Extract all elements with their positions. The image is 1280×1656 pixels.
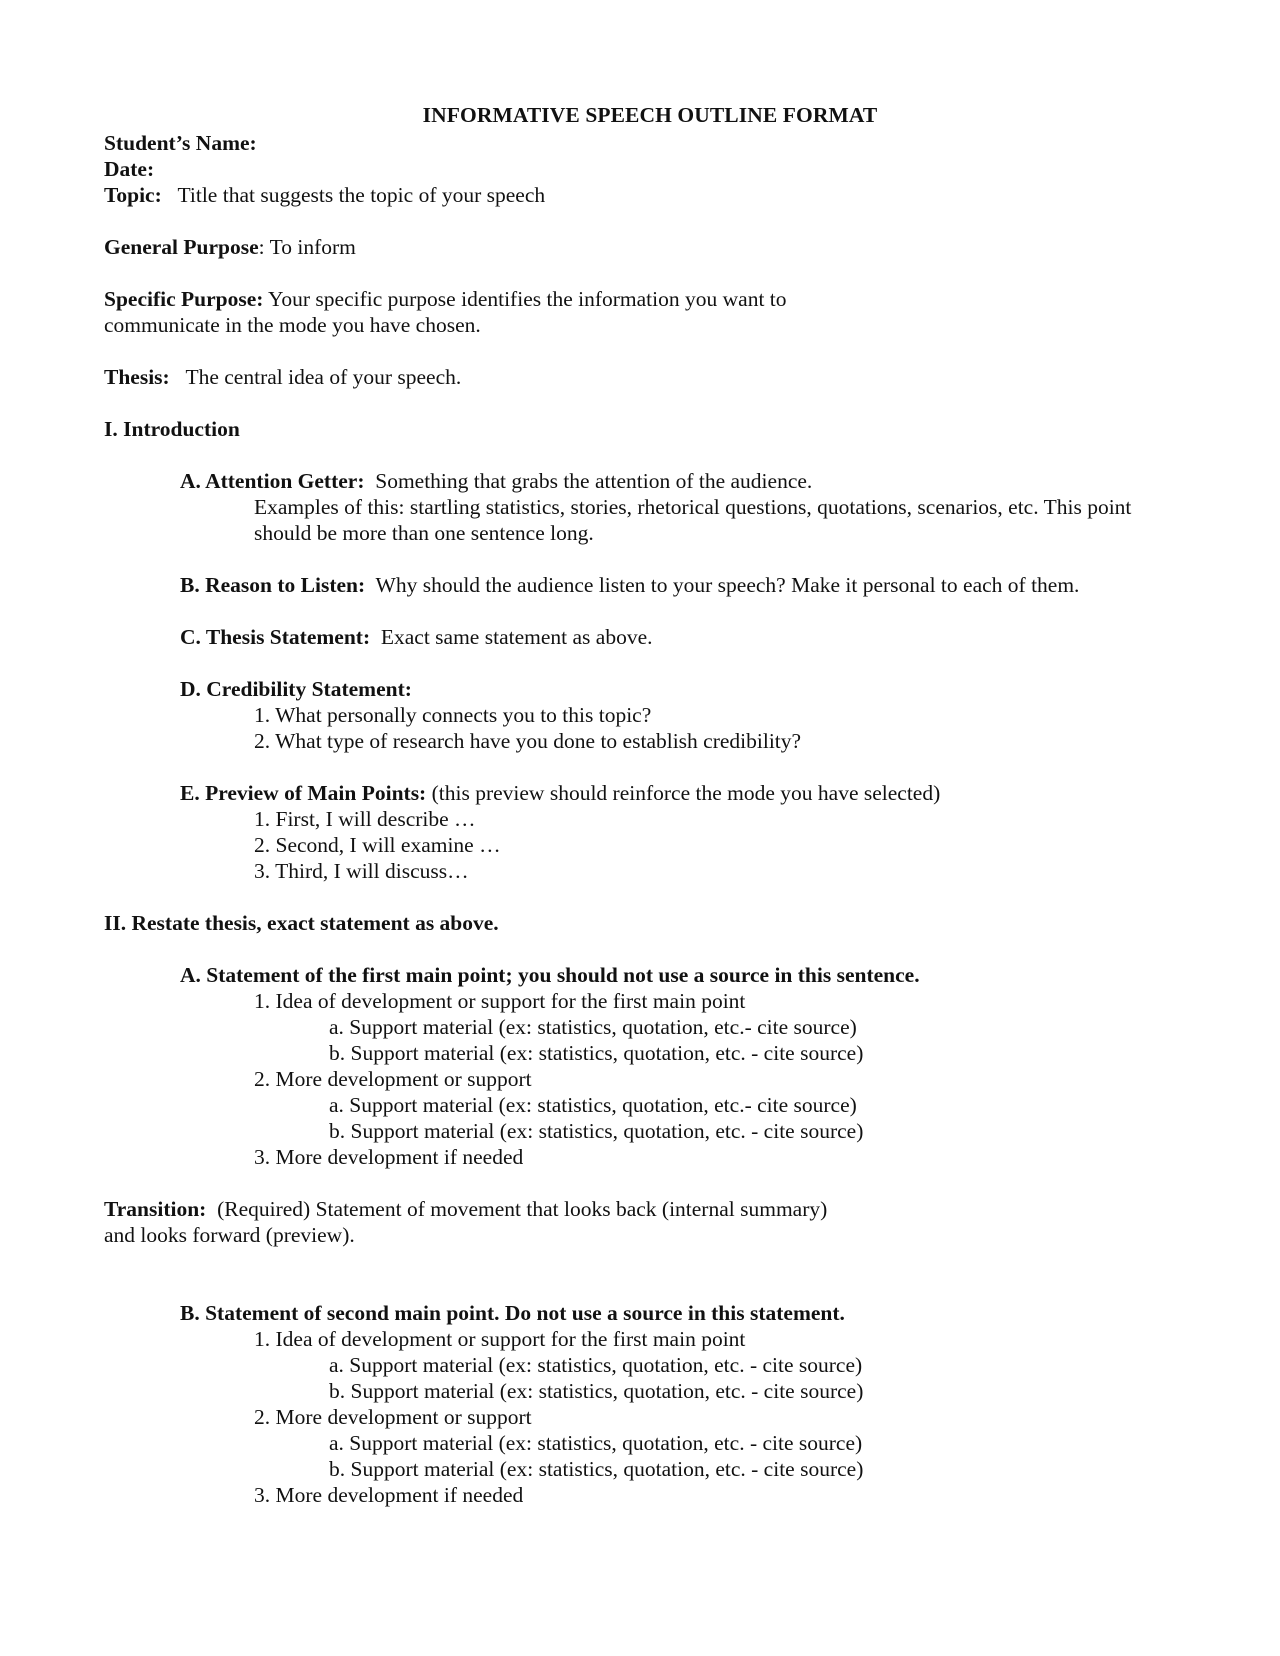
body-heading: II. Restate thesis, exact statement as above. <box>104 911 499 935</box>
specific-purpose-line <box>104 286 787 312</box>
attention-getter-text: Something that grabs the attention of the audience. <box>375 469 813 493</box>
student-name-label: Student’s Name: <box>104 131 257 155</box>
outline-subitem: a. Support material (ex: statistics, quotation, etc.- cite source) <box>329 1015 857 1039</box>
reason-to-listen-label: B. Reason to Listen: <box>180 573 366 597</box>
thesis-label: Thesis: <box>104 365 170 389</box>
attention-examples-line-2: should be more than one sentence long. <box>254 521 594 545</box>
thesis-statement-text: Exact same statement as above. <box>380 625 653 649</box>
specific-purpose-text: Your specific purpose identifies the information you want to <box>268 287 787 311</box>
outline-item: 1. Idea of development or support for the first main point <box>254 1327 746 1351</box>
main-point-a: A. Statement of the first main point; you should not use a source in this sentence. <box>180 963 920 987</box>
credibility-statement-label: D. Credibility Statement: <box>180 677 412 701</box>
outline-item: 3. More development if needed <box>254 1483 524 1507</box>
credibility-item: 1. What personally connects you to this topic? <box>254 703 652 727</box>
thesis-statement-label: C. Thesis Statement: <box>180 625 371 649</box>
preview-item: 3. Third, I will discuss… <box>254 859 469 883</box>
preview-text: (this preview should reinforce the mode you have selected) <box>431 781 941 805</box>
topic-line <box>104 182 545 208</box>
outline-subitem: a. Support material (ex: statistics, quotation, etc. - cite source) <box>329 1431 863 1455</box>
preview-label: E. Preview of Main Points: <box>180 781 427 805</box>
outline-subitem: b. Support material (ex: statistics, quotation, etc. - cite source) <box>329 1041 864 1065</box>
date-line <box>104 156 154 182</box>
topic-label: Topic: <box>104 183 162 207</box>
outline-item: 2. More development or support <box>254 1067 532 1091</box>
student-name-line <box>104 130 257 156</box>
topic-text: Title that suggests the topic of your speech <box>177 183 546 207</box>
outline-subitem: b. Support material (ex: statistics, quotation, etc. - cite source) <box>329 1457 864 1481</box>
preview-item: 2. Second, I will examine … <box>254 833 501 857</box>
outline-item: 2. More development or support <box>254 1405 532 1429</box>
thesis-line <box>104 364 461 390</box>
transition-label: Transition: <box>104 1197 207 1221</box>
outline-subitem: a. Support material (ex: statistics, quotation, etc. - cite source) <box>329 1353 863 1377</box>
general-purpose-text: : To inform <box>258 235 356 259</box>
thesis-statement-line <box>180 624 653 650</box>
transition-text: (Required) Statement of movement that looks back (internal summary) <box>217 1197 828 1221</box>
thesis-text: The central idea of your speech. <box>185 365 462 389</box>
credibility-item: 2. What type of research have you done to establish credibility? <box>254 729 802 753</box>
main-point-b: B. Statement of second main point. Do not use a source in this statement. <box>180 1301 845 1325</box>
transition-line-2: and looks forward (preview). <box>104 1223 355 1247</box>
outline-item: 3. More development if needed <box>254 1145 524 1169</box>
preview-item: 1. First, I will describe … <box>254 807 476 831</box>
transition-line <box>104 1196 827 1222</box>
preview-line <box>180 780 940 806</box>
reason-to-listen-line <box>180 572 1079 598</box>
outline-subitem: b. Support material (ex: statistics, quotation, etc. - cite source) <box>329 1119 864 1143</box>
attention-getter-label: A. Attention Getter: <box>180 469 365 493</box>
introduction-heading: I. Introduction <box>104 417 240 441</box>
attention-getter-line <box>180 468 812 494</box>
credibility-statement-line <box>180 676 412 702</box>
general-purpose-line <box>104 234 356 260</box>
general-purpose-label: General Purpose <box>104 235 259 259</box>
attention-examples-line-1: Examples of this: startling statistics, stories, rhetorical questions, quotations, scenarios, etc. This point <box>254 495 1132 519</box>
specific-purpose-line-2: communicate in the mode you have chosen. <box>104 313 481 337</box>
reason-to-listen-text: Why should the audience listen to your speech? Make it personal to each of them. <box>375 573 1080 597</box>
outline-subitem: b. Support material (ex: statistics, quotation, etc. - cite source) <box>329 1379 864 1403</box>
outline-item: 1. Idea of development or support for the first main point <box>254 989 746 1013</box>
date-label: Date: <box>104 157 155 181</box>
document-title: INFORMATIVE SPEECH OUTLINE FORMAT <box>422 103 878 127</box>
outline-subitem: a. Support material (ex: statistics, quotation, etc.- cite source) <box>329 1093 857 1117</box>
specific-purpose-label: Specific Purpose: <box>104 287 264 311</box>
